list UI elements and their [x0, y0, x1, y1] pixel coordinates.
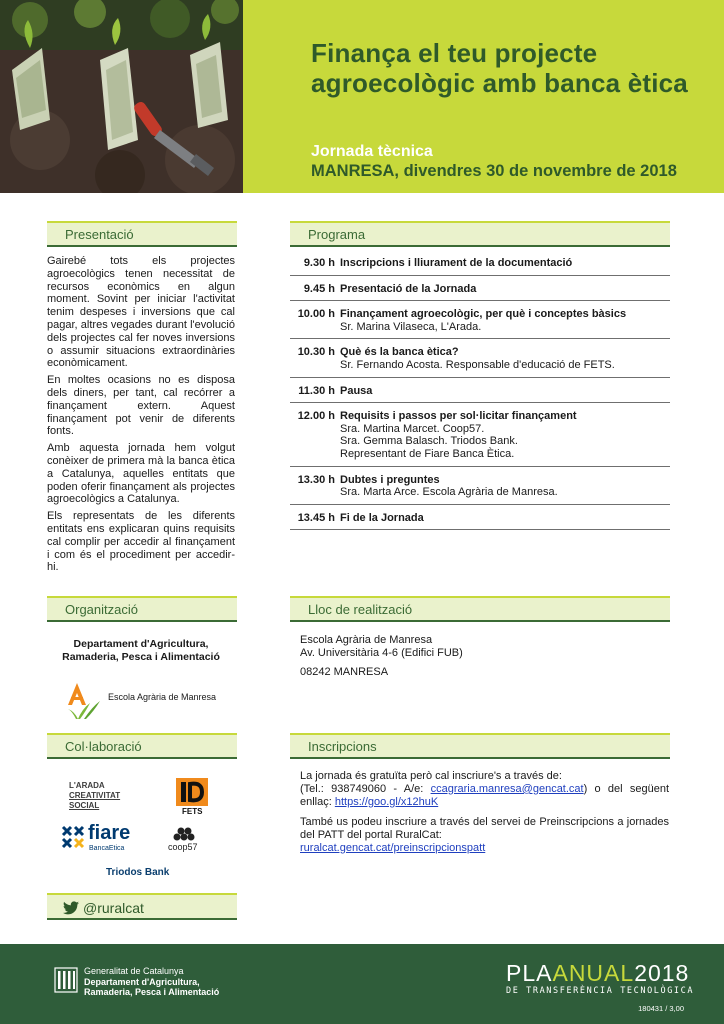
programa-row	[290, 512, 670, 531]
inscripcions-link-intro: ) o del següent enllaç:	[300, 782, 669, 808]
section-collaboracio-heading: Col·laboració	[47, 733, 237, 759]
inscripcions-paragraph	[300, 770, 669, 808]
fiare-logo	[61, 822, 141, 855]
fets-logo	[176, 778, 212, 816]
department-name	[47, 638, 235, 664]
presentacio-paragraph: Gairebé tots els projectes agroecològics tenen necessitat de recursos econòmics en algun moment. Sovint per iniciar l'activitat tenim despeses i inversions que cal pagar, altres vegades durant l'evolució dels projectes cal fer noves inversions o assumir situacions extraordinàries econòmicament.	[47, 255, 235, 370]
programa-row	[290, 346, 670, 377]
header-banner	[0, 0, 724, 193]
pla-anual-subtitle: DE TRANSFERÈNCIA TECNOLÒGICA	[506, 986, 695, 996]
venue-line: Escola Agrària de Manresa	[300, 634, 433, 646]
twitter-handle[interactable]	[47, 893, 237, 920]
registration-link[interactable]: https://goo.gl/x12huK	[334, 795, 439, 808]
pla-word: PLA	[506, 960, 553, 986]
programa-speaker: Representant de Fiare Banca Ètica.	[340, 447, 515, 460]
email-link[interactable]: ccagraria.manresa@gencat.cat	[430, 782, 584, 795]
presentacio-paragraph: Amb aquesta jornada hem volgut conèixer de primera mà la banca ètica a Catalunya, aquelles entitats que poden oferir finançament als projectes agroecològics a Catalunya.	[47, 442, 235, 506]
gencat-name	[84, 966, 219, 998]
department-line: Ramaderia, Pesca i Alimentació	[62, 651, 220, 663]
programa-title: Requisits i passos per sol·licitar finançament	[340, 410, 577, 423]
gencat-emblem-icon	[54, 967, 78, 993]
pla-year: 2018	[634, 960, 690, 986]
event-date: MANRESA, divendres 30 de novembre de 2018	[311, 162, 677, 180]
arada-logo-line: SOCIAL	[69, 801, 100, 810]
programa-title: Presentació de la Jornada	[340, 282, 477, 295]
programa-row	[290, 410, 670, 466]
department-line: Departament d'Agricultura,	[73, 638, 209, 650]
school-name: Escola Agrària de Manresa	[108, 692, 217, 702]
programa-title: Pausa	[340, 384, 373, 397]
programa-title: Fi de la Jornada	[340, 511, 424, 524]
coop57-logo	[166, 826, 212, 854]
programa-row	[290, 385, 670, 404]
coop57-logo-icon	[166, 826, 212, 842]
programa-speaker: Sr. Fernando Acosta. Responsable d'educació de FETS.	[340, 358, 615, 371]
programa-time: 10.30 h	[297, 346, 335, 359]
arada-logo	[69, 781, 120, 811]
fiare-logo-subtext: BancaEtica	[89, 845, 125, 852]
triodos-logo-text: Triodos Bank	[106, 867, 170, 878]
programa-row	[290, 308, 670, 339]
twitter-handle-text: @ruralcat	[83, 900, 144, 916]
venue-address	[300, 634, 463, 679]
triodos-logo	[106, 867, 169, 878]
event-subtitle: Jornada tècnica	[311, 143, 433, 160]
programa-row	[290, 474, 670, 505]
programa-title: Inscripcions i lliurament de la documentació	[340, 257, 573, 269]
document-code: 180431 / 3,00	[638, 1004, 684, 1013]
presentacio-paragraph: Els representats de les diferents entitats ens explicaran quins requisits cal complir per accedir al finançament i com és el procediment per accedir-hi.	[47, 510, 235, 574]
programa-time: 13.45 h	[297, 511, 335, 524]
pla-anual-logo	[506, 960, 689, 987]
programa-time: 10.00 h	[297, 308, 335, 321]
inscripcions-text	[300, 770, 669, 863]
presentacio-paragraph: En moltes ocasions no es disposa dels diners, per tant, cal recórrer a finançament extern. Aquest finançament pot venir de diferents fonts.	[47, 374, 235, 438]
inscripcions-ruralcat-text: També us podeu inscriure a través del servei de Preinscripcions a jornades del PATT del portal RuralCat:	[300, 816, 669, 842]
gencat-line: Generalitat de Catalunya	[84, 966, 184, 976]
programa-time: 9.45 h	[303, 282, 335, 295]
programa-speaker: Sra. Martina Marcet. Coop57.	[340, 422, 485, 435]
programa-speaker: Sra. Gemma Balasch. Triodos Bank.	[340, 435, 518, 448]
programa-time: 12.00 h	[297, 410, 335, 423]
fiare-logo-text: fiare	[88, 822, 131, 844]
programa-list	[290, 257, 670, 537]
coop57-logo-text: coop57	[168, 842, 198, 852]
programa-row	[290, 257, 670, 276]
arada-logo-line: L'ARADA	[69, 781, 105, 790]
section-programa-heading: Programa	[290, 221, 670, 247]
venue-line: Av. Universitària 4-6 (Edifici FUB)	[300, 647, 463, 659]
programa-speaker: Sr. Marina Vilaseca, L'Arada.	[340, 320, 482, 333]
inscripcions-paragraph	[300, 816, 669, 854]
programa-title: Dubtes i preguntes	[340, 473, 440, 486]
section-lloc-heading: Lloc de realització	[290, 596, 670, 622]
programa-title: Què és la banca ètica?	[340, 346, 459, 359]
money-plants-photo	[0, 0, 243, 193]
programa-time: 13.30 h	[297, 473, 335, 486]
section-presentacio-heading: Presentació	[47, 221, 237, 247]
gencat-line: Departament d'Agricultura,	[84, 976, 200, 987]
section-inscripcions-heading: Inscripcions	[290, 733, 670, 759]
twitter-bird-icon	[63, 901, 79, 915]
venue-line: 08242 MANRESA	[300, 666, 389, 678]
arada-logo-line: CREATIVITAT	[69, 791, 121, 800]
inscripcions-intro: La jornada és gratuïta però cal inscriure's a través de:	[300, 770, 562, 782]
event-title: Finança el teu projecte agroecològic amb banca ètica	[311, 38, 688, 98]
fiare-logo-icon	[61, 825, 85, 849]
section-organitzacio-heading: Organització	[47, 596, 237, 622]
programa-row	[290, 283, 670, 302]
anual-word: ANUAL	[552, 960, 635, 986]
programa-time: 9.30 h	[303, 257, 335, 269]
inscripcions-phone: (Tel.: 938749060 - A/e:	[300, 782, 431, 795]
programa-title: Finançament agroecològic, per què i conceptes bàsics	[340, 308, 627, 321]
programa-time: 11.30 h	[298, 384, 335, 397]
fets-logo-text: FETS	[182, 807, 203, 816]
gencat-line: Ramaderia, Pesca i Alimentació	[84, 987, 220, 997]
ruralcat-link[interactable]: ruralcat.gencat.cat/preinscripcionspatt	[300, 841, 486, 854]
presentacio-text	[47, 255, 235, 578]
programa-speaker: Sra. Marta Arce. Escola Agrària de Manresa.	[340, 486, 558, 499]
